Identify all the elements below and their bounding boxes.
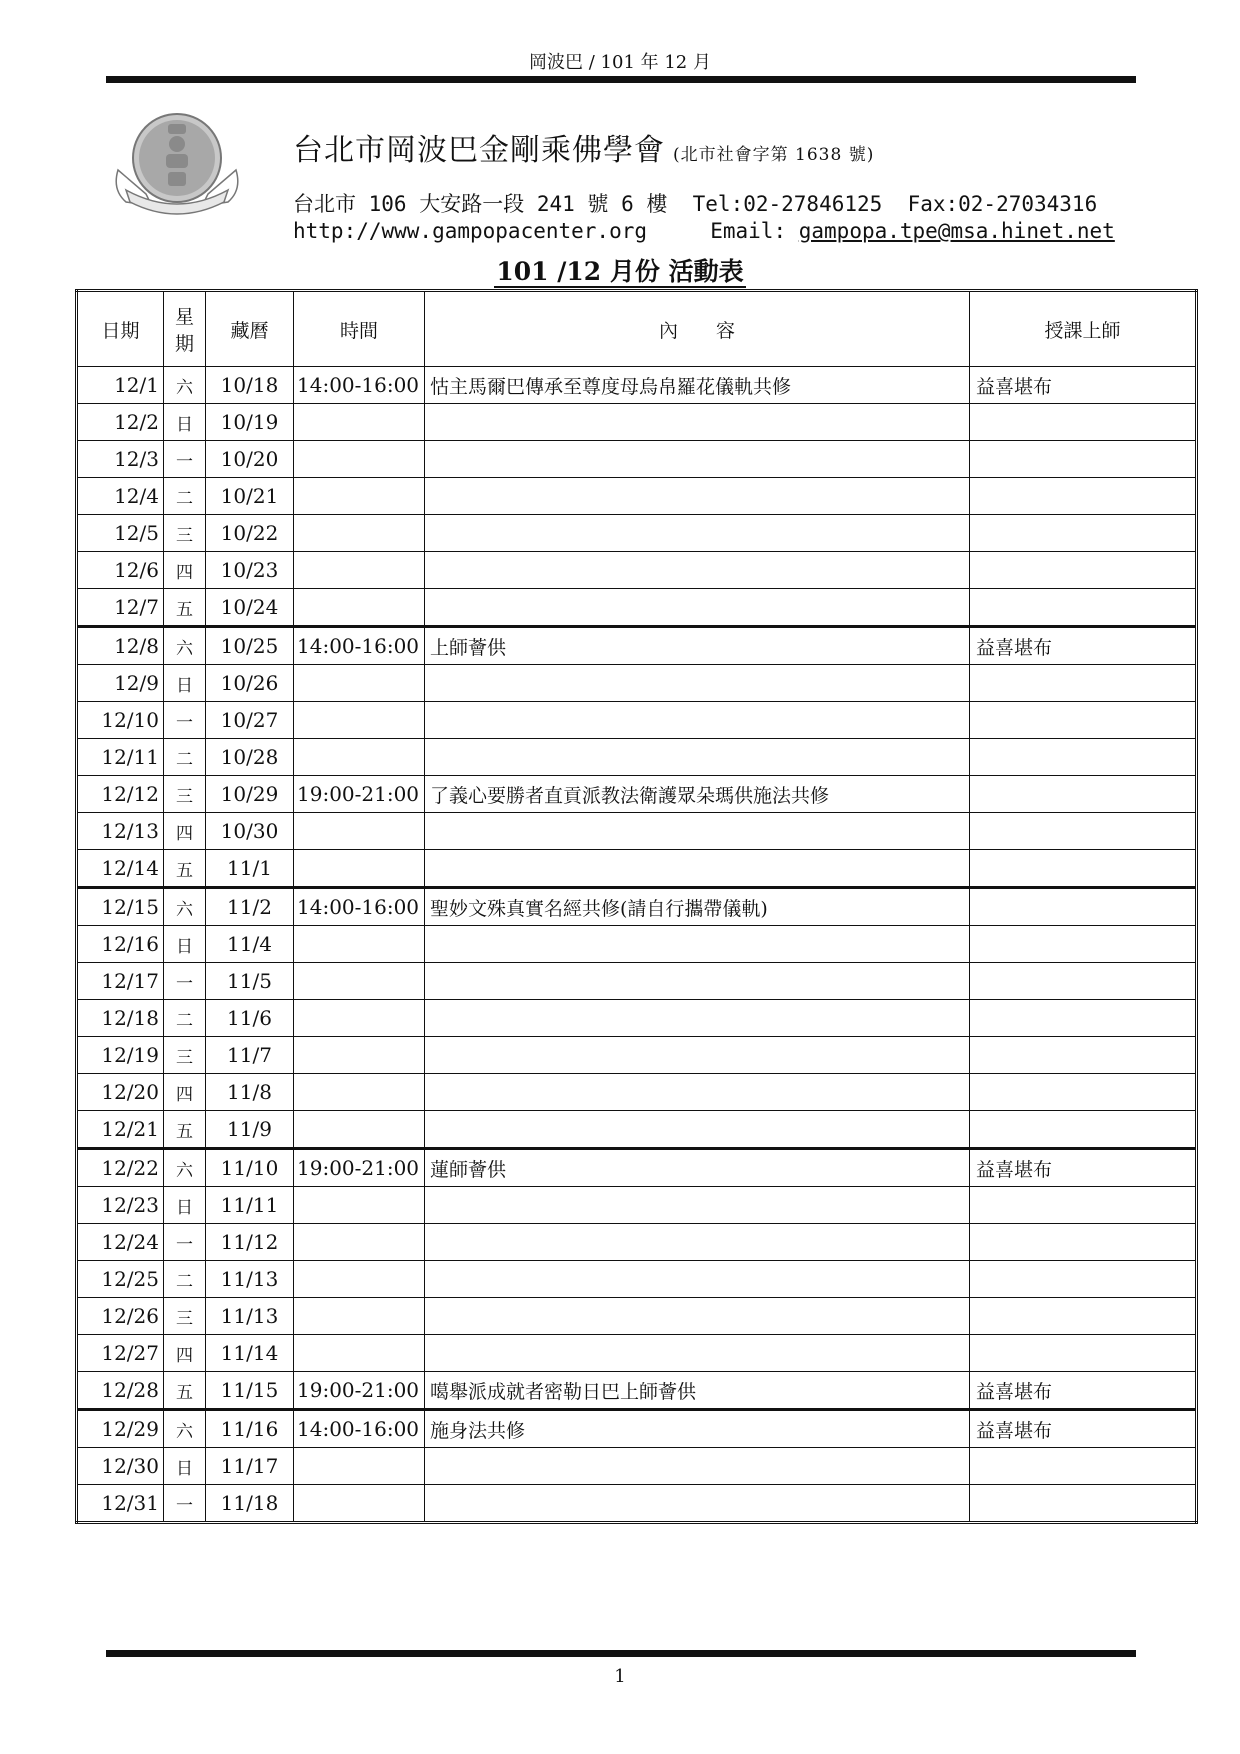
cell-weekday: 二 bbox=[164, 739, 206, 776]
cell-date: 12/4 bbox=[77, 478, 164, 515]
cell-teacher bbox=[970, 1074, 1197, 1111]
cell-date: 12/19 bbox=[77, 1037, 164, 1074]
cell-time bbox=[294, 1298, 425, 1335]
cell-content bbox=[425, 963, 970, 1000]
cell-weekday: 五 bbox=[164, 589, 206, 627]
table-row bbox=[77, 850, 1197, 888]
cell-time bbox=[294, 1485, 425, 1523]
cell-date: 12/25 bbox=[77, 1261, 164, 1298]
table-row bbox=[77, 1298, 1197, 1335]
cell-weekday: 六 bbox=[164, 1149, 206, 1187]
cell-content bbox=[425, 1074, 970, 1111]
cell-weekday: 一 bbox=[164, 1224, 206, 1261]
cell-content: 蓮師薈供 bbox=[425, 1149, 970, 1187]
cell-lunar: 10/25 bbox=[206, 627, 294, 665]
table-row bbox=[77, 665, 1197, 702]
cell-date: 12/1 bbox=[77, 367, 164, 404]
cell-lunar: 10/29 bbox=[206, 776, 294, 813]
cell-time bbox=[294, 515, 425, 552]
cell-time: 14:00-16:00 bbox=[294, 627, 425, 665]
cell-date: 12/28 bbox=[77, 1372, 164, 1410]
table-row bbox=[77, 926, 1197, 963]
table-row bbox=[77, 1149, 1197, 1187]
cell-content bbox=[425, 1187, 970, 1224]
email-link[interactable]: gampopa.tpe@msa.hinet.net bbox=[798, 219, 1115, 243]
cell-teacher bbox=[970, 1335, 1197, 1372]
cell-date: 12/20 bbox=[77, 1074, 164, 1111]
cell-weekday: 五 bbox=[164, 850, 206, 888]
cell-weekday: 二 bbox=[164, 478, 206, 515]
cell-weekday: 一 bbox=[164, 702, 206, 739]
registration-number: (北市社會字第 1638 號) bbox=[673, 145, 875, 165]
cell-lunar: 11/13 bbox=[206, 1261, 294, 1298]
cell-weekday: 五 bbox=[164, 1372, 206, 1410]
cell-time bbox=[294, 1111, 425, 1149]
cell-teacher bbox=[970, 1298, 1197, 1335]
table-row bbox=[77, 1372, 1197, 1410]
cell-lunar: 10/30 bbox=[206, 813, 294, 850]
cell-date: 12/18 bbox=[77, 1000, 164, 1037]
cell-date: 12/16 bbox=[77, 926, 164, 963]
cell-time bbox=[294, 702, 425, 739]
table-row bbox=[77, 1224, 1197, 1261]
cell-lunar: 10/21 bbox=[206, 478, 294, 515]
cell-date: 12/27 bbox=[77, 1335, 164, 1372]
cell-time: 19:00-21:00 bbox=[294, 776, 425, 813]
table-row bbox=[77, 813, 1197, 850]
cell-date: 12/15 bbox=[77, 888, 164, 926]
footer-rule bbox=[106, 1650, 1136, 1657]
cell-teacher bbox=[970, 850, 1197, 888]
cell-teacher bbox=[970, 1485, 1197, 1523]
cell-date: 12/13 bbox=[77, 813, 164, 850]
cell-weekday: 六 bbox=[164, 1410, 206, 1448]
cell-lunar: 11/11 bbox=[206, 1187, 294, 1224]
organization-name bbox=[293, 125, 874, 169]
cell-weekday: 一 bbox=[164, 963, 206, 1000]
cell-time bbox=[294, 1224, 425, 1261]
cell-time bbox=[294, 1037, 425, 1074]
cell-teacher: 益喜堪布 bbox=[970, 1149, 1197, 1187]
cell-lunar: 11/7 bbox=[206, 1037, 294, 1074]
cell-lunar: 11/10 bbox=[206, 1149, 294, 1187]
contact-line bbox=[293, 219, 1115, 243]
cell-time: 14:00-16:00 bbox=[294, 888, 425, 926]
cell-content bbox=[425, 1037, 970, 1074]
cell-teacher bbox=[970, 665, 1197, 702]
cell-date: 12/2 bbox=[77, 404, 164, 441]
cell-lunar: 11/15 bbox=[206, 1372, 294, 1410]
cell-weekday: 日 bbox=[164, 1187, 206, 1224]
cell-teacher bbox=[970, 404, 1197, 441]
header-teacher: 授課上師 bbox=[970, 291, 1197, 367]
cell-teacher bbox=[970, 1187, 1197, 1224]
cell-date: 12/14 bbox=[77, 850, 164, 888]
table-row bbox=[77, 1485, 1197, 1523]
cell-teacher bbox=[970, 1224, 1197, 1261]
cell-date: 12/21 bbox=[77, 1111, 164, 1149]
cell-date: 12/10 bbox=[77, 702, 164, 739]
cell-time: 19:00-21:00 bbox=[294, 1149, 425, 1187]
cell-teacher bbox=[970, 1261, 1197, 1298]
cell-lunar: 11/14 bbox=[206, 1335, 294, 1372]
cell-teacher bbox=[970, 739, 1197, 776]
cell-lunar: 11/13 bbox=[206, 1298, 294, 1335]
table-row bbox=[77, 627, 1197, 665]
cell-time bbox=[294, 441, 425, 478]
header-content: 內 容 bbox=[425, 291, 970, 367]
cell-weekday: 二 bbox=[164, 1000, 206, 1037]
cell-time bbox=[294, 926, 425, 963]
cell-teacher: 益喜堪布 bbox=[970, 367, 1197, 404]
cell-lunar: 11/5 bbox=[206, 963, 294, 1000]
cell-lunar: 11/9 bbox=[206, 1111, 294, 1149]
cell-teacher bbox=[970, 1037, 1197, 1074]
cell-content bbox=[425, 739, 970, 776]
cell-weekday: 四 bbox=[164, 813, 206, 850]
cell-lunar: 11/16 bbox=[206, 1410, 294, 1448]
cell-teacher bbox=[970, 813, 1197, 850]
cell-weekday: 日 bbox=[164, 926, 206, 963]
header-time: 時間 bbox=[294, 291, 425, 367]
table-row bbox=[77, 441, 1197, 478]
cell-teacher bbox=[970, 589, 1197, 627]
cell-time bbox=[294, 589, 425, 627]
cell-lunar: 11/1 bbox=[206, 850, 294, 888]
cell-teacher: 益喜堪布 bbox=[970, 1410, 1197, 1448]
table-row bbox=[77, 1261, 1197, 1298]
cell-content bbox=[425, 589, 970, 627]
cell-date: 12/11 bbox=[77, 739, 164, 776]
cell-time bbox=[294, 1074, 425, 1111]
cell-weekday: 日 bbox=[164, 665, 206, 702]
cell-teacher bbox=[970, 1000, 1197, 1037]
cell-content: 了義心要勝者直貢派教法衛護眾朵瑪供施法共修 bbox=[425, 776, 970, 813]
cell-lunar: 10/27 bbox=[206, 702, 294, 739]
cell-weekday: 三 bbox=[164, 515, 206, 552]
cell-weekday: 六 bbox=[164, 627, 206, 665]
header-date: 日期 bbox=[77, 291, 164, 367]
cell-date: 12/23 bbox=[77, 1187, 164, 1224]
cell-lunar: 10/23 bbox=[206, 552, 294, 589]
table-row bbox=[77, 552, 1197, 589]
header-weekday-bottom: 期 bbox=[174, 333, 194, 355]
cell-lunar: 11/2 bbox=[206, 888, 294, 926]
table-row bbox=[77, 1037, 1197, 1074]
cell-weekday: 三 bbox=[164, 776, 206, 813]
cell-date: 12/9 bbox=[77, 665, 164, 702]
table-row bbox=[77, 515, 1197, 552]
cell-weekday: 四 bbox=[164, 1335, 206, 1372]
cell-time bbox=[294, 1187, 425, 1224]
cell-teacher bbox=[970, 515, 1197, 552]
cell-date: 12/3 bbox=[77, 441, 164, 478]
cell-date: 12/22 bbox=[77, 1149, 164, 1187]
cell-content: 噶舉派成就者密勒日巴上師薈供 bbox=[425, 1372, 970, 1410]
cell-teacher bbox=[970, 1111, 1197, 1149]
table-row bbox=[77, 1111, 1197, 1149]
cell-content bbox=[425, 515, 970, 552]
table-header-row bbox=[77, 291, 1197, 367]
cell-time bbox=[294, 813, 425, 850]
cell-time: 19:00-21:00 bbox=[294, 1372, 425, 1410]
cell-lunar: 11/17 bbox=[206, 1448, 294, 1485]
organization-title: 台北市岡波巴金剛乘佛學會 bbox=[293, 133, 665, 168]
cell-teacher bbox=[970, 888, 1197, 926]
cell-content bbox=[425, 1298, 970, 1335]
schedule-body bbox=[77, 367, 1197, 1523]
cell-content bbox=[425, 478, 970, 515]
header-weekday-top: 星 bbox=[174, 306, 194, 328]
cell-lunar: 11/4 bbox=[206, 926, 294, 963]
cell-weekday: 二 bbox=[164, 1261, 206, 1298]
cell-date: 12/5 bbox=[77, 515, 164, 552]
page-title bbox=[0, 252, 1240, 288]
cell-lunar: 10/20 bbox=[206, 441, 294, 478]
table-row bbox=[77, 1335, 1197, 1372]
cell-weekday: 日 bbox=[164, 1448, 206, 1485]
cell-content bbox=[425, 1261, 970, 1298]
cell-content: 上師薈供 bbox=[425, 627, 970, 665]
cell-date: 12/12 bbox=[77, 776, 164, 813]
cell-weekday: 六 bbox=[164, 367, 206, 404]
cell-time: 14:00-16:00 bbox=[294, 1410, 425, 1448]
website-link[interactable]: http://www.gampopacenter.org bbox=[293, 219, 648, 243]
table-row bbox=[77, 888, 1197, 926]
address-line: 台北市 106 大安路一段 241 號 6 樓 Tel:02-27846125 Fax:02-27034316 bbox=[293, 192, 1098, 216]
table-row bbox=[77, 404, 1197, 441]
schedule-table bbox=[75, 289, 1198, 1524]
cell-content: 怙主馬爾巴傳承至尊度母烏帛羅花儀軌共修 bbox=[425, 367, 970, 404]
cell-time bbox=[294, 552, 425, 589]
organization-logo bbox=[112, 110, 242, 220]
page-title-text: 101 /12 月份 活動表 bbox=[496, 257, 744, 286]
cell-teacher bbox=[970, 552, 1197, 589]
cell-date: 12/26 bbox=[77, 1298, 164, 1335]
cell-lunar: 10/19 bbox=[206, 404, 294, 441]
cell-time bbox=[294, 1000, 425, 1037]
table-row bbox=[77, 1410, 1197, 1448]
cell-lunar: 10/28 bbox=[206, 739, 294, 776]
table-row bbox=[77, 478, 1197, 515]
cell-content bbox=[425, 1335, 970, 1372]
table-row bbox=[77, 1187, 1197, 1224]
cell-time bbox=[294, 963, 425, 1000]
cell-teacher bbox=[970, 776, 1197, 813]
cell-lunar: 10/22 bbox=[206, 515, 294, 552]
table-row bbox=[77, 963, 1197, 1000]
cell-content: 施身法共修 bbox=[425, 1410, 970, 1448]
cell-teacher bbox=[970, 441, 1197, 478]
cell-content bbox=[425, 702, 970, 739]
cell-teacher: 益喜堪布 bbox=[970, 627, 1197, 665]
table-row bbox=[77, 702, 1197, 739]
cell-content: 聖妙文殊真實名經共修(請自行攜帶儀軌) bbox=[425, 888, 970, 926]
cell-date: 12/30 bbox=[77, 1448, 164, 1485]
email-label: Email: bbox=[710, 219, 787, 243]
cell-weekday: 三 bbox=[164, 1298, 206, 1335]
cell-content bbox=[425, 850, 970, 888]
table-row bbox=[77, 1074, 1197, 1111]
cell-weekday: 日 bbox=[164, 404, 206, 441]
cell-teacher bbox=[970, 702, 1197, 739]
table-row bbox=[77, 367, 1197, 404]
cell-content bbox=[425, 1111, 970, 1149]
table-row bbox=[77, 1000, 1197, 1037]
cell-lunar: 11/6 bbox=[206, 1000, 294, 1037]
running-header: 岡波巴 / 101 年 12 月 bbox=[529, 52, 711, 73]
cell-time bbox=[294, 739, 425, 776]
cell-teacher bbox=[970, 1448, 1197, 1485]
cell-content bbox=[425, 441, 970, 478]
cell-date: 12/29 bbox=[77, 1410, 164, 1448]
cell-teacher: 益喜堪布 bbox=[970, 1372, 1197, 1410]
cell-content bbox=[425, 1448, 970, 1485]
table-row bbox=[77, 776, 1197, 813]
cell-time bbox=[294, 1261, 425, 1298]
cell-weekday: 四 bbox=[164, 1074, 206, 1111]
cell-date: 12/31 bbox=[77, 1485, 164, 1523]
table-row bbox=[77, 1448, 1197, 1485]
cell-date: 12/7 bbox=[77, 589, 164, 627]
cell-teacher bbox=[970, 963, 1197, 1000]
cell-lunar: 11/8 bbox=[206, 1074, 294, 1111]
header-weekday bbox=[164, 291, 206, 367]
cell-time bbox=[294, 850, 425, 888]
cell-lunar: 11/18 bbox=[206, 1485, 294, 1523]
cell-content bbox=[425, 813, 970, 850]
cell-lunar: 10/18 bbox=[206, 367, 294, 404]
cell-content bbox=[425, 1224, 970, 1261]
cell-content bbox=[425, 1000, 970, 1037]
cell-lunar: 10/24 bbox=[206, 589, 294, 627]
header-lunar: 藏曆 bbox=[206, 291, 294, 367]
cell-date: 12/17 bbox=[77, 963, 164, 1000]
cell-teacher bbox=[970, 478, 1197, 515]
cell-lunar: 10/26 bbox=[206, 665, 294, 702]
cell-content bbox=[425, 926, 970, 963]
cell-weekday: 一 bbox=[164, 441, 206, 478]
cell-weekday: 四 bbox=[164, 552, 206, 589]
cell-time bbox=[294, 404, 425, 441]
cell-date: 12/8 bbox=[77, 627, 164, 665]
cell-time bbox=[294, 478, 425, 515]
cell-content bbox=[425, 665, 970, 702]
cell-weekday: 一 bbox=[164, 1485, 206, 1523]
cell-date: 12/6 bbox=[77, 552, 164, 589]
cell-weekday: 五 bbox=[164, 1111, 206, 1149]
header-rule bbox=[106, 76, 1136, 83]
cell-time bbox=[294, 665, 425, 702]
cell-lunar: 11/12 bbox=[206, 1224, 294, 1261]
cell-content bbox=[425, 552, 970, 589]
cell-content bbox=[425, 1485, 970, 1523]
cell-date: 12/24 bbox=[77, 1224, 164, 1261]
page-number: 1 bbox=[614, 1666, 626, 1687]
cell-teacher bbox=[970, 926, 1197, 963]
table-row bbox=[77, 739, 1197, 776]
cell-time bbox=[294, 1448, 425, 1485]
cell-weekday: 六 bbox=[164, 888, 206, 926]
table-row bbox=[77, 589, 1197, 627]
cell-content bbox=[425, 404, 970, 441]
cell-time: 14:00-16:00 bbox=[294, 367, 425, 404]
cell-weekday: 三 bbox=[164, 1037, 206, 1074]
cell-time bbox=[294, 1335, 425, 1372]
